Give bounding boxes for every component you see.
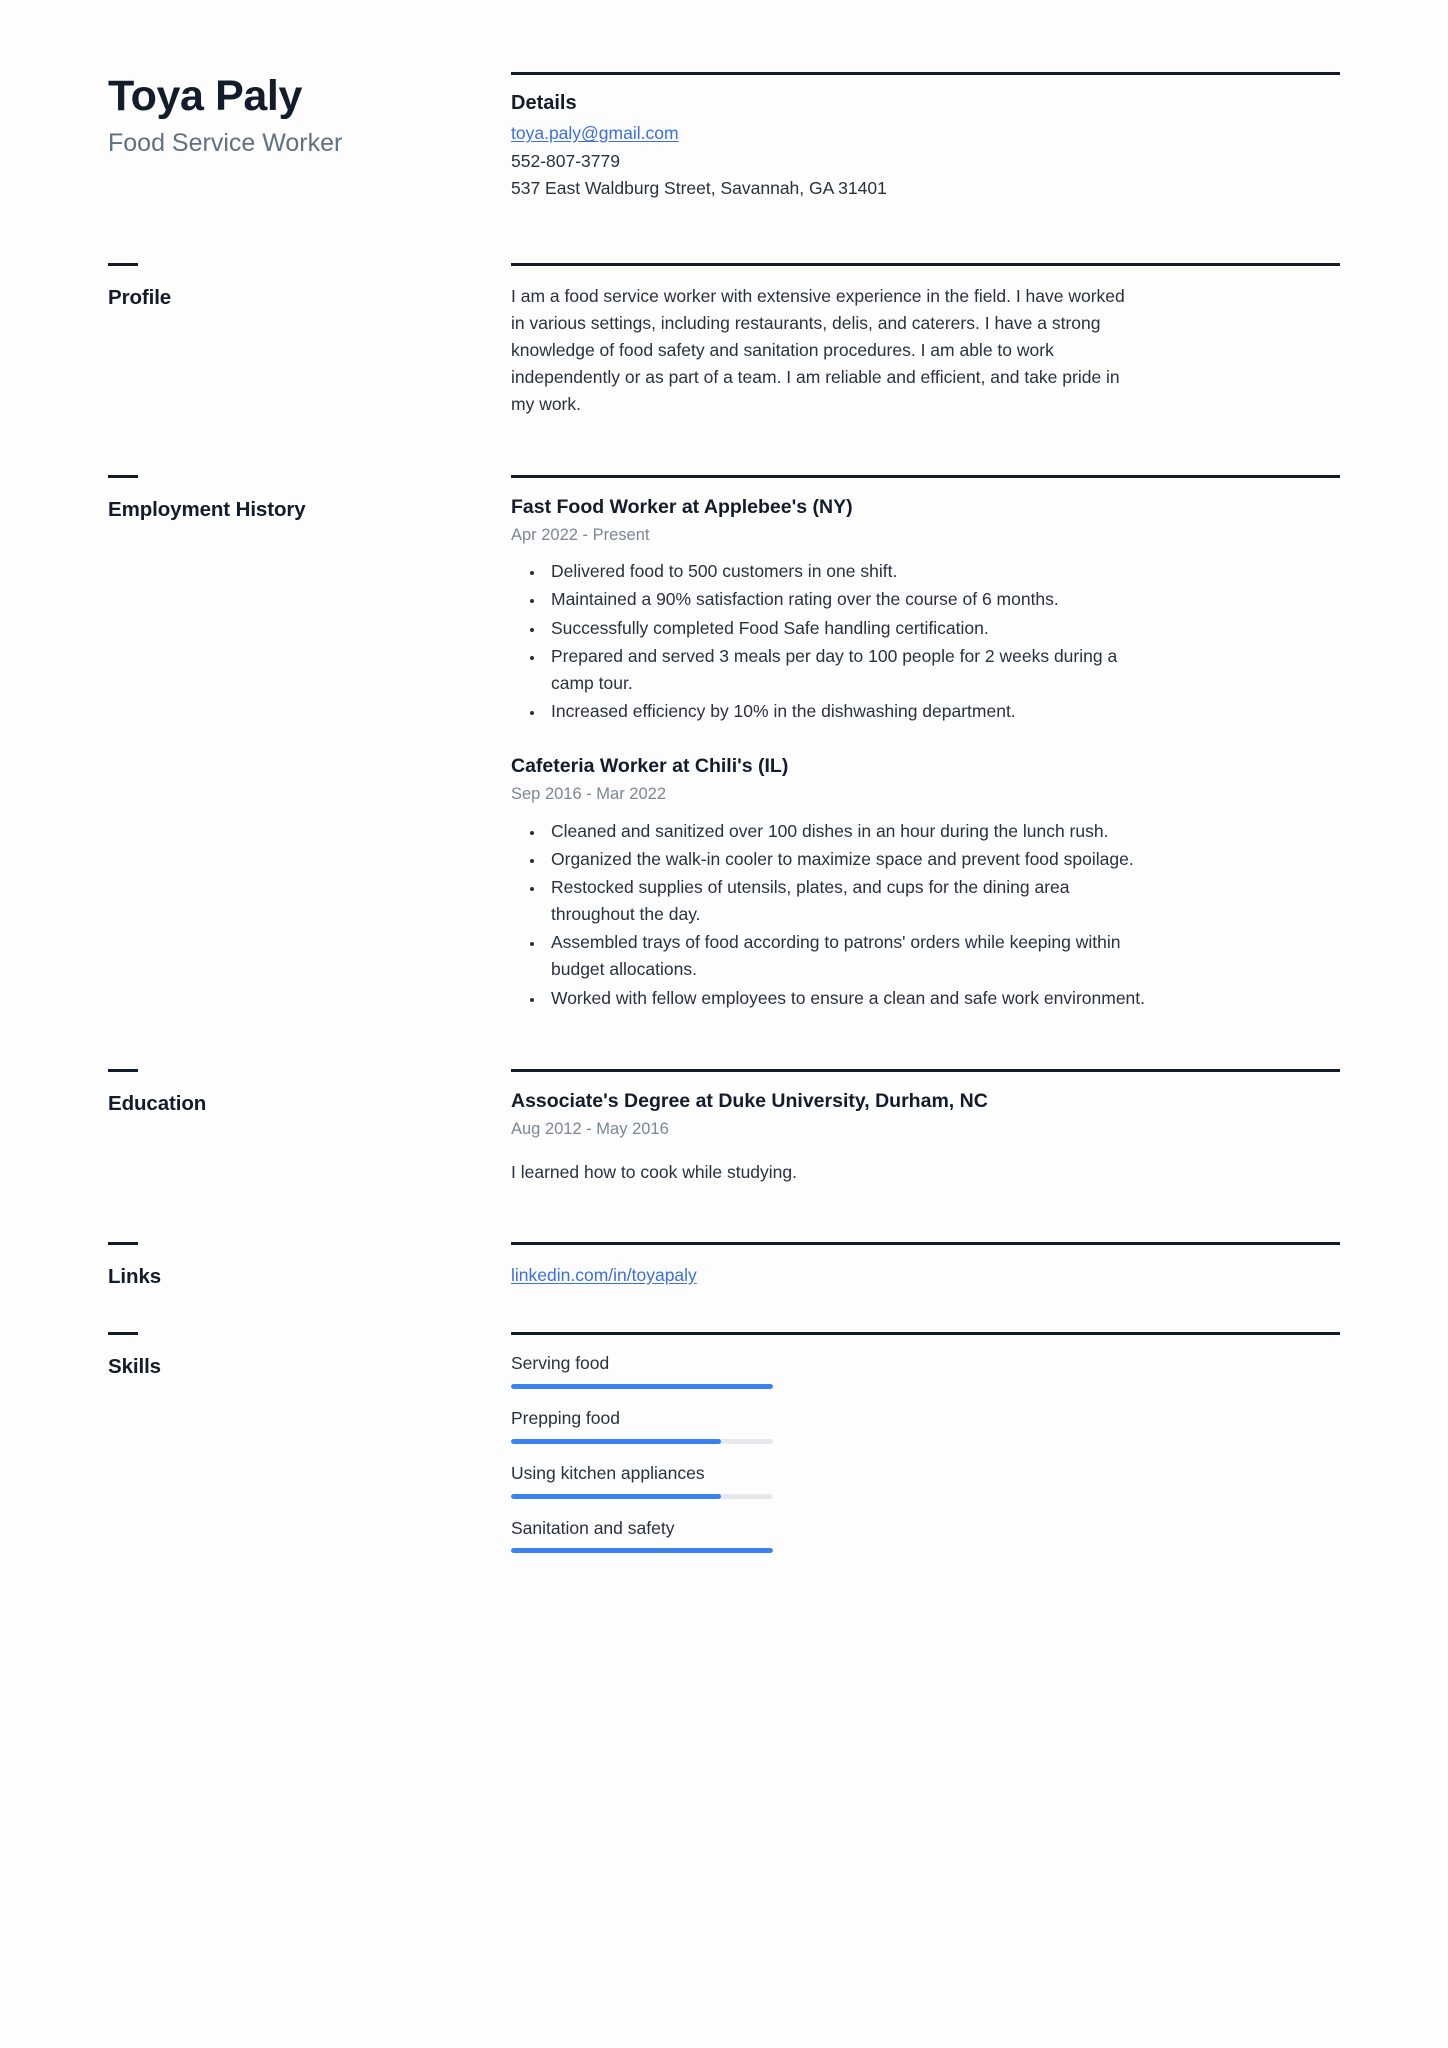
- links-section: [464, 1242, 1340, 1290]
- list-item: • Prepared and served 3 meals per day to 100 people for 2 weeks during a camp tour.: [545, 643, 1151, 697]
- employment-entry-date: Apr 2022 - Present: [511, 525, 650, 544]
- skill-level-fill: [511, 1384, 773, 1389]
- profile-text: I am a food service worker with extensive experience in the field. I have worked in various settings, including restaurants, delis, and caterers. I have a strong knowledge of food safety and sanitation procedures. I am able to work independently or as part of a team. I am reliable and efficient, and take pride in my work.: [511, 285, 1125, 415]
- employment-entry: [511, 754, 1340, 1012]
- employment-list: [511, 478, 1340, 1012]
- employment-entry-date: Sep 2016 - Mar 2022: [511, 785, 667, 804]
- skills-section: [464, 1332, 1340, 1553]
- list-item: • Delivered food to 500 customers in one shift.: [545, 558, 1151, 585]
- skill-name: Prepping food: [511, 1408, 620, 1429]
- skill-name: Serving food: [511, 1353, 610, 1374]
- section-dash-icon: [108, 1069, 138, 1072]
- skill-item: [511, 1517, 1340, 1554]
- list-item: • Successfully completed Food Safe handling certification.: [545, 615, 1151, 642]
- sidebar-item-education: [108, 1069, 463, 1186]
- section-dash-icon: [108, 1242, 138, 1245]
- address-row: 537 East Waldburg Street, Savannah, GA 31401: [511, 178, 887, 199]
- skill-level-bar: [511, 1494, 773, 1499]
- employment-entry-title: Cafeteria Worker at Chili's (IL): [511, 755, 789, 778]
- employment-entry-title: Fast Food Worker at Applebee's (NY): [511, 495, 853, 518]
- list-item: • Restocked supplies of utensils, plates, and cups for the dining area throughout the day.: [545, 874, 1151, 928]
- sidebar-label-employment: Employment History: [108, 497, 306, 521]
- list-item: • Assembled trays of food according to patrons' orders while keeping within budget allocations.: [545, 929, 1151, 983]
- skill-level-bar: [511, 1384, 773, 1389]
- education-entry-date: Aug 2012 - May 2016: [511, 1120, 669, 1139]
- education-list: [511, 1072, 1340, 1186]
- link-row: [511, 1262, 1340, 1290]
- email-row: [511, 120, 1340, 148]
- sidebar-item-profile: [108, 263, 463, 419]
- sidebar-label-links: Links: [108, 1264, 162, 1288]
- skill-level-bar: [511, 1548, 773, 1553]
- header-left: [108, 72, 463, 203]
- skill-level-bar: [511, 1439, 773, 1444]
- section-dash-icon: [108, 475, 138, 478]
- skill-level-fill: [511, 1494, 721, 1499]
- employment-section: [464, 475, 1340, 1013]
- skills-list: [511, 1335, 1340, 1553]
- profile-link[interactable]: linkedin.com/in/toyapaly: [511, 1264, 697, 1285]
- employment-bullet-list: [511, 818, 1151, 1012]
- education-section: [464, 1069, 1340, 1186]
- profile-section: [464, 263, 1340, 419]
- details-heading: Details: [511, 92, 577, 114]
- employment-entry: [511, 495, 1340, 726]
- email-link[interactable]: toya.paly@gmail.com: [511, 123, 679, 143]
- employment-bullet-list: [511, 558, 1151, 725]
- phone-row: 552-807-3779: [511, 150, 620, 171]
- sidebar-item-links: [108, 1242, 463, 1290]
- section-dash-icon: [108, 1332, 138, 1335]
- skill-level-fill: [511, 1439, 721, 1444]
- sidebar-label-skills: Skills: [108, 1355, 161, 1379]
- education-entry-description: I learned how to cook while studying.: [511, 1161, 797, 1182]
- sidebar-item-employment: [108, 475, 463, 1013]
- skill-name: Sanitation and safety: [511, 1517, 675, 1538]
- education-entry: [511, 1089, 1340, 1186]
- list-item: • Worked with fellow employees to ensure a clean and safe work environment.: [545, 985, 1151, 1012]
- skill-item: [511, 1407, 1340, 1444]
- page-title: Toya Paly: [108, 72, 302, 120]
- list-item: • Cleaned and sanitized over 100 dishes in an hour during the lunch rush.: [545, 818, 1151, 845]
- section-dash-icon: [108, 263, 138, 266]
- list-item: • Maintained a 90% satisfaction rating over the course of 6 months.: [545, 586, 1151, 613]
- education-entry-title: Associate's Degree at Duke University, Durham, NC: [511, 1089, 988, 1112]
- sidebar-label-education: Education: [108, 1091, 207, 1115]
- links-list: [511, 1245, 1340, 1290]
- details-section: [464, 72, 1340, 203]
- list-item: • Organized the walk-in cooler to maximize space and prevent food spoilage.: [545, 846, 1151, 873]
- skill-item: [511, 1352, 1340, 1389]
- skill-item: [511, 1462, 1340, 1499]
- sidebar-label-profile: Profile: [108, 285, 172, 309]
- skill-name: Using kitchen appliances: [511, 1462, 705, 1483]
- skill-level-fill: [511, 1548, 773, 1553]
- job-title: Food Service Worker: [108, 129, 343, 158]
- sidebar-item-skills: [108, 1332, 463, 1553]
- list-item: • Increased efficiency by 10% in the dishwashing department.: [545, 698, 1151, 725]
